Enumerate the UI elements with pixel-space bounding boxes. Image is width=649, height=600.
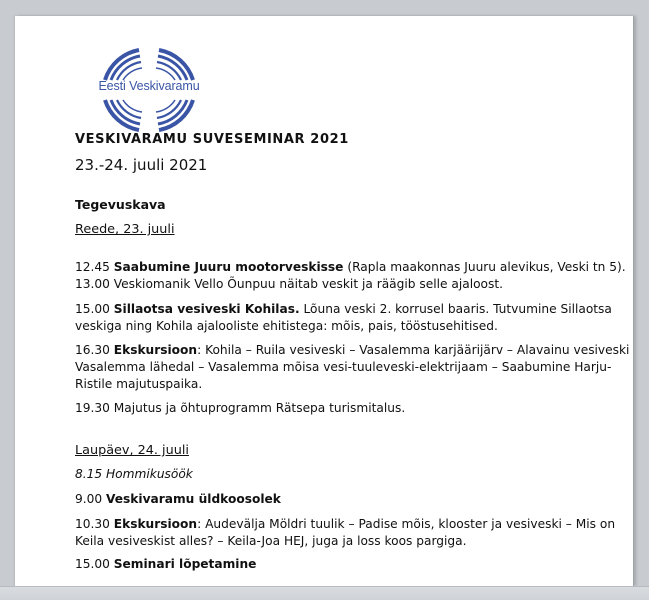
schedule-item: 15.00 Seminari lõpetamine <box>75 557 257 571</box>
document-title: VESKIVARAMU SUVESEMINAR 2021 <box>75 132 349 147</box>
logo-text: Eesti Veskivaramu <box>98 79 200 93</box>
schedule-item: 8.15 Hommikusöök <box>75 467 193 481</box>
schedule-item: 12.45 Saabumine Juuru mootorveskisse (Rapla maakonnas Juuru alevikus, Veski tn 5). <box>75 260 626 274</box>
schedule-item-cont: Keila vesiveskist alles? – Keila-Joa HEJ, juga ja loss koos pargiga. <box>75 534 467 548</box>
schedule-item-cont: Ristile majutuspaika. <box>75 377 203 391</box>
section-heading: Tegevuskava <box>75 197 166 212</box>
schedule-item-cont: veskiga ning Kohila ajalooliste ehitistega: mõis, pais, tööstusehitised. <box>75 319 498 333</box>
schedule-item: 13.00 Veskiomanik Vello Õunpuu näitab veskit ja räägib selle ajaloost. <box>75 277 503 291</box>
schedule-item: 9.00 Veskivaramu üldkoosolek <box>75 492 281 506</box>
schedule-item: 19.30 Majutus ja õhtuprogramm Rätsepa turismitalus. <box>75 401 406 415</box>
document-page <box>15 16 633 586</box>
day-heading-saturday: Laupäev, 24. juuli <box>75 443 189 458</box>
day-heading-friday: Reede, 23. juuli <box>75 222 175 237</box>
schedule-item: 15.00 Sillaotsa vesiveski Kohilas. Lõuna veski 2. korrusel baaris. Tutvumine Sillaotsa <box>75 302 612 316</box>
schedule-item: 10.30 Ekskursioon: Audevälja Möldri tuulik – Padise mõis, klooster ja vesiveski – Mis on <box>75 517 616 531</box>
schedule-item: 16.30 Ekskursioon: Kohila – Ruila vesiveski – Vasalemma karjäärijärv – Alavainu vesiveski <box>75 343 630 357</box>
schedule-item-cont: Vasalemma lähedal – Vasalemma mõisa vesi-tuuleveski-elektrijaam – Saabumine Harju- <box>75 360 612 374</box>
viewer-bottom-bar <box>0 586 649 600</box>
eesti-veskivaramu-logo <box>93 44 205 136</box>
document-dates: 23.-24. juuli 2021 <box>75 156 208 174</box>
